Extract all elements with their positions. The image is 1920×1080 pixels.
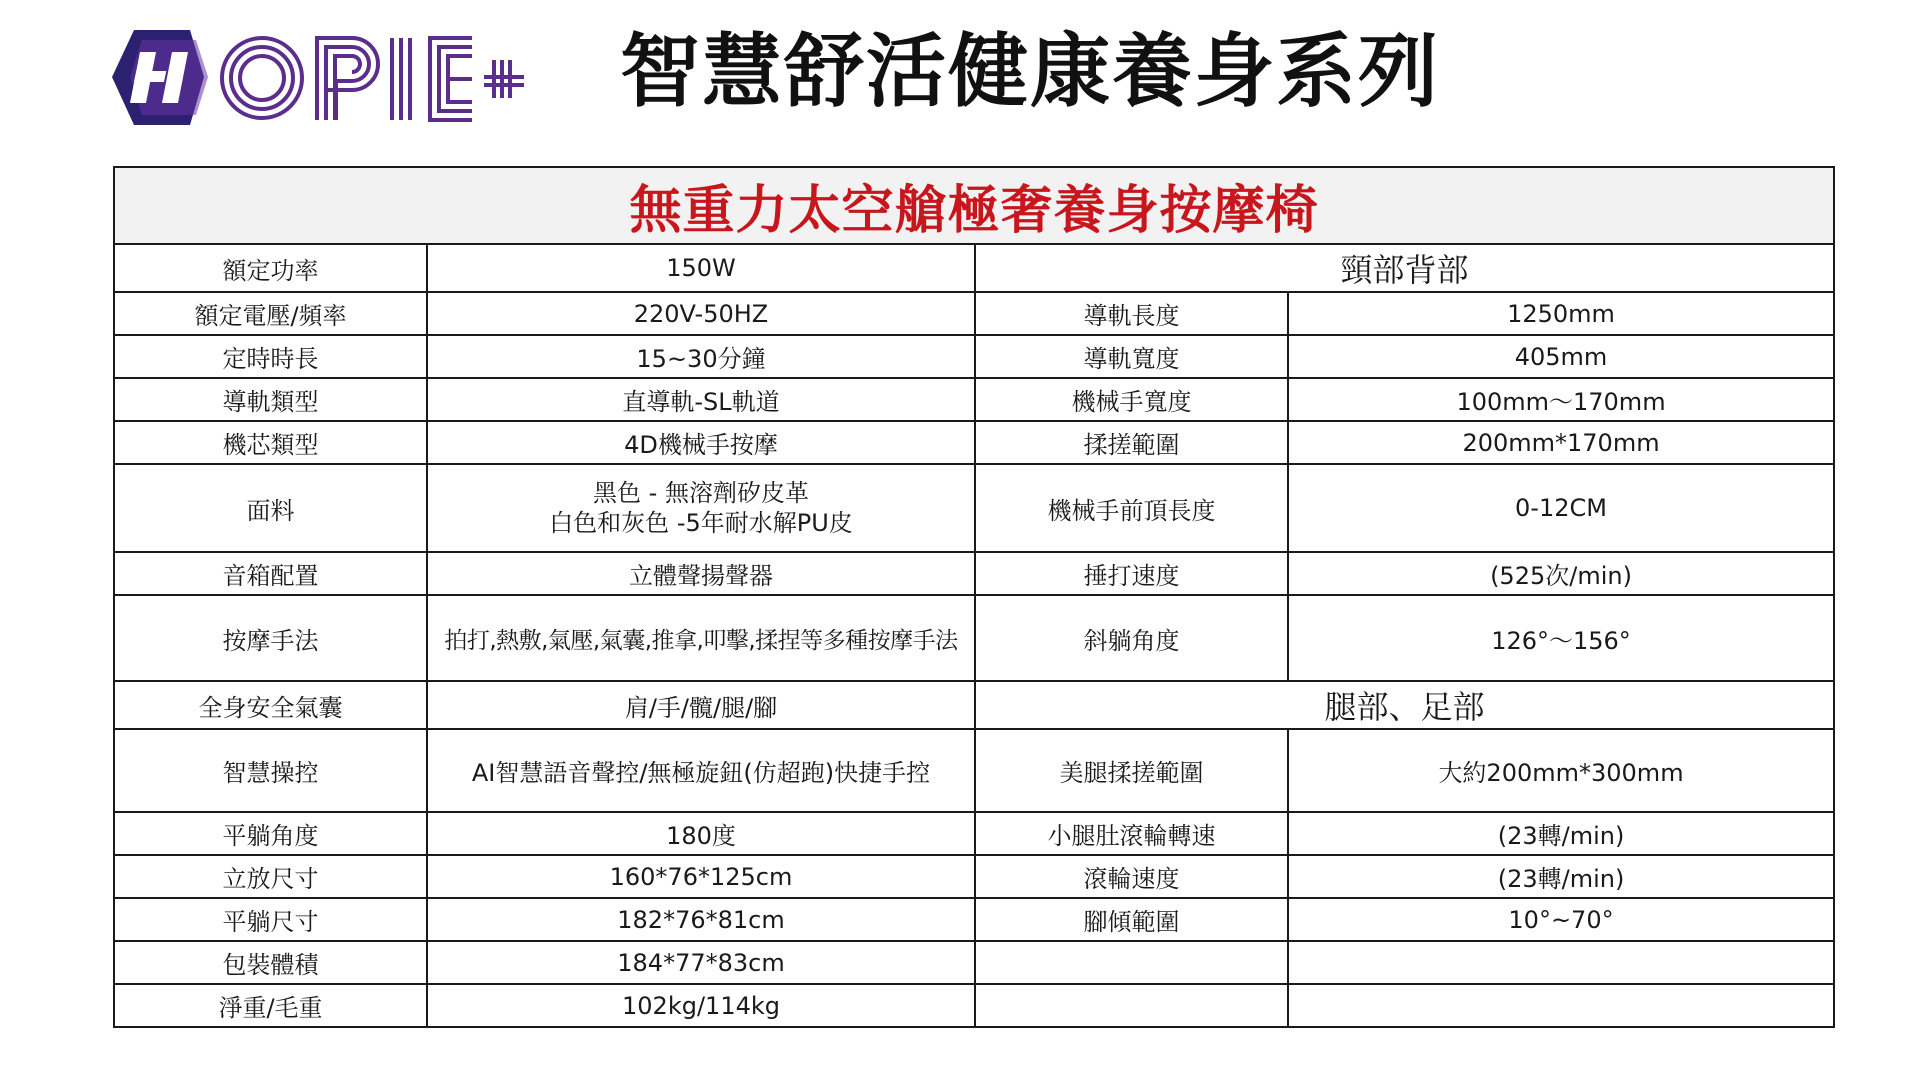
table-banner: 無重力太空艙極奢養身按摩椅 [114, 167, 1834, 244]
spec-value: 184*77*83cm [427, 941, 975, 984]
table-row [114, 855, 1834, 898]
section-header-neck-back: 頸部背部 [975, 244, 1834, 292]
spec-label: 小腿肚滾輪轉速 [975, 812, 1288, 855]
spec-table [113, 166, 1835, 1028]
spec-value: 1250mm [1288, 292, 1834, 335]
table-row [114, 464, 1834, 552]
spec-value [1288, 941, 1834, 984]
spec-value: 182*76*81cm [427, 898, 975, 941]
spec-label: 機芯類型 [114, 421, 427, 464]
spec-label: 音箱配置 [114, 552, 427, 595]
spec-value: 立體聲揚聲器 [427, 552, 975, 595]
spec-value: 126°～156° [1288, 595, 1834, 681]
spec-label: 機械手前頂長度 [975, 464, 1288, 552]
spec-label: 斜躺角度 [975, 595, 1288, 681]
spec-value: 10°~70° [1288, 898, 1834, 941]
spec-label: 按摩手法 [114, 595, 427, 681]
spec-value: (23轉/min) [1288, 812, 1834, 855]
spec-value: 200mm*170mm [1288, 421, 1834, 464]
table-row [114, 941, 1834, 984]
spec-label: 平躺角度 [114, 812, 427, 855]
spec-value: (525次/min) [1288, 552, 1834, 595]
spec-label [975, 941, 1288, 984]
spec-label: 包裝體積 [114, 941, 427, 984]
spec-value: 102kg/114kg [427, 984, 975, 1027]
spec-label: 導軌寬度 [975, 335, 1288, 378]
spec-label: 定時時長 [114, 335, 427, 378]
spec-value: 100mm～170mm [1288, 378, 1834, 421]
spec-label: 導軌類型 [114, 378, 427, 421]
table-row [114, 335, 1834, 378]
table-row [114, 421, 1834, 464]
spec-value: 160*76*125cm [427, 855, 975, 898]
spec-value: 4D機械手按摩 [427, 421, 975, 464]
spec-label: 揉搓範圍 [975, 421, 1288, 464]
table-row [114, 984, 1834, 1027]
table-row [114, 729, 1834, 812]
spec-value-line: 黑色 - 無溶劑矽皮革 [593, 479, 809, 507]
spec-label: 全身安全氣囊 [114, 681, 427, 729]
table-row [114, 898, 1834, 941]
spec-label: 面料 [114, 464, 427, 552]
spec-label: 滾輪速度 [975, 855, 1288, 898]
spec-value: 150W [427, 244, 975, 292]
spec-label: 額定電壓/頻率 [114, 292, 427, 335]
spec-label: 美腿揉搓範圍 [975, 729, 1288, 812]
spec-value: 405mm [1288, 335, 1834, 378]
spec-value: (23轉/min) [1288, 855, 1834, 898]
spec-label: 機械手寬度 [975, 378, 1288, 421]
table-row [114, 292, 1834, 335]
spec-value: AI智慧語音聲控/無極旋鈕(仿超跑)快捷手控 [427, 729, 975, 812]
hope-logo [112, 30, 532, 125]
spec-value: 直導軌-SL軌道 [427, 378, 975, 421]
spec-value [1288, 984, 1834, 1027]
spec-value: 0-12CM [1288, 464, 1834, 552]
spec-value: 180度 [427, 812, 975, 855]
spec-value: 肩/手/髖/腿/腳 [427, 681, 975, 729]
spec-label: 額定功率 [114, 244, 427, 292]
table-row [114, 552, 1834, 595]
section-header-legs-feet: 腿部、足部 [975, 681, 1834, 729]
spec-label: 平躺尺寸 [114, 898, 427, 941]
spec-label: 腳傾範圍 [975, 898, 1288, 941]
table-row [114, 595, 1834, 681]
hope-logo-graphic [112, 30, 532, 125]
spec-label: 立放尺寸 [114, 855, 427, 898]
table-row [114, 812, 1834, 855]
spec-value: 220V-50HZ [427, 292, 975, 335]
spec-value: 大約200mm*300mm [1288, 729, 1834, 812]
spec-label: 淨重/毛重 [114, 984, 427, 1027]
page-title: 智慧舒活健康養身系列 [620, 25, 1440, 118]
spec-label: 導軌長度 [975, 292, 1288, 335]
spec-value: 15~30分鐘 [427, 335, 975, 378]
spec-label: 智慧操控 [114, 729, 427, 812]
spec-value [427, 464, 975, 552]
table-row [114, 681, 1834, 729]
table-row [114, 244, 1834, 292]
spec-value: 拍打,熱敷,氣壓,氣囊,推拿,叩擊,揉捏等多種按摩手法 [427, 595, 975, 681]
spec-label [975, 984, 1288, 1027]
table-row [114, 378, 1834, 421]
spec-value-line: 白色和灰色 -5年耐水解PU皮 [549, 509, 853, 537]
spec-label: 捶打速度 [975, 552, 1288, 595]
